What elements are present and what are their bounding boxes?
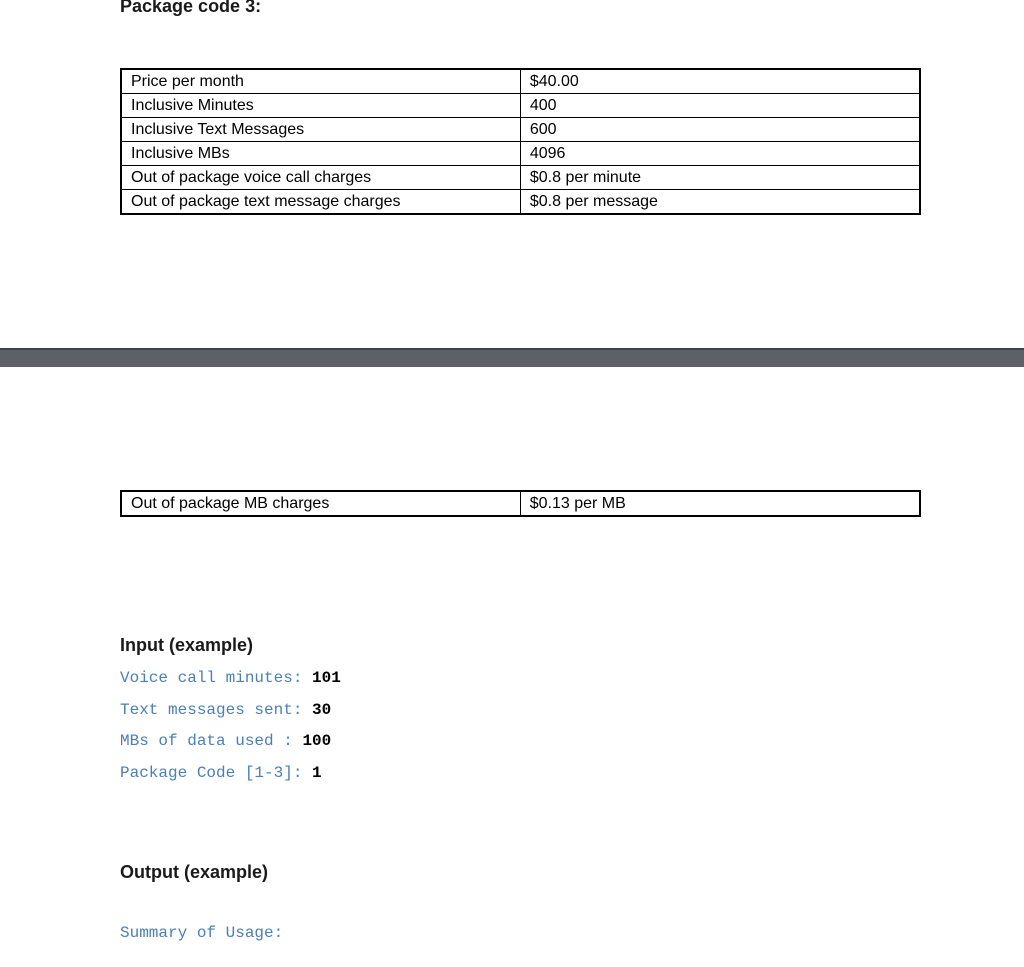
input-answer: 1: [312, 763, 322, 782]
rate-value: 600: [520, 118, 920, 142]
rate-label: Out of package text message charges: [121, 190, 520, 215]
package-rates-table: [120, 68, 921, 215]
rate-value: $0.8 per minute: [520, 166, 920, 190]
input-line-voice: [120, 666, 341, 698]
rate-value: 4096: [520, 142, 920, 166]
input-answer: 101: [312, 669, 341, 687]
package-title: Package code 3:: [120, 0, 262, 16]
input-line-data: [120, 729, 341, 761]
input-answer: 30: [312, 700, 332, 719]
table-row: [121, 118, 920, 142]
table-row: [121, 142, 920, 166]
input-example-title: Input (example): [120, 635, 254, 655]
table-row: [121, 94, 920, 118]
table-row: [121, 69, 920, 94]
input-prompt: Voice call minutes:: [120, 669, 313, 687]
summary-of-usage-text: Summary of Usage:: [120, 924, 284, 942]
rate-label: Out of package voice call charges: [121, 166, 520, 190]
rate-label: Inclusive MBs: [121, 142, 520, 166]
table-row: [121, 491, 920, 516]
page-break-divider: [0, 348, 1024, 367]
input-answer: 100: [302, 732, 332, 750]
input-line-package: [120, 761, 341, 793]
rate-value: $0.8 per message: [520, 190, 920, 215]
table-row: [121, 166, 920, 190]
input-prompt: Package Code [1-3]:: [120, 763, 313, 782]
rate-value: $40.00: [520, 69, 920, 94]
input-prompt: MBs of data used :: [120, 732, 303, 750]
rate-label: Price per month: [121, 69, 520, 94]
mb-charges-table: [120, 490, 921, 517]
input-line-text: [120, 698, 341, 730]
mb-charge-label: Out of package MB charges: [121, 491, 520, 516]
rate-label: Inclusive Text Messages: [121, 118, 520, 142]
output-example-title: Output (example): [120, 862, 269, 882]
input-example-block: [120, 666, 341, 792]
rate-value: 400: [520, 94, 920, 118]
input-prompt: Text messages sent:: [120, 700, 313, 719]
table-row: [121, 190, 920, 215]
mb-charge-value: $0.13 per MB: [520, 491, 920, 516]
rate-label: Inclusive Minutes: [121, 94, 520, 118]
